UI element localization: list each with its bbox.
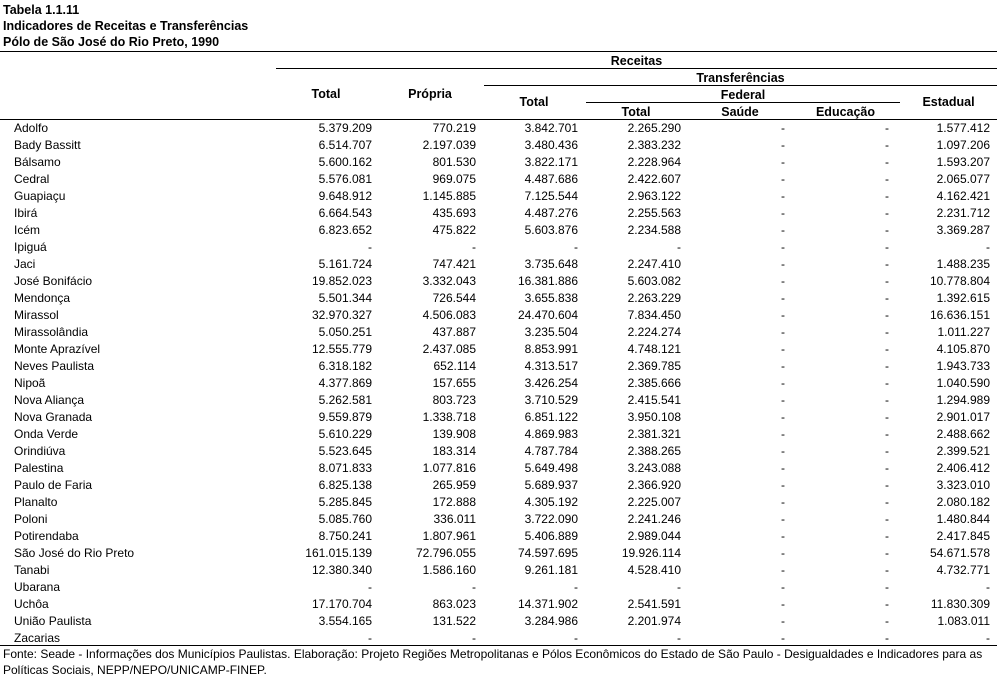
cell-federal-total: 2.385.666 <box>627 376 681 390</box>
cell-federal-total: 2.263.229 <box>627 291 681 305</box>
municipality-name: Poloni <box>14 512 48 526</box>
cell-saude: - <box>781 597 785 611</box>
municipality-name: São José do Rio Preto <box>14 546 135 560</box>
cell-saude: - <box>781 529 785 543</box>
cell-transf-total: 4.487.276 <box>524 206 578 220</box>
header-transferencias: Transferências <box>696 71 785 85</box>
cell-saude: - <box>781 393 785 407</box>
table-row <box>0 154 997 171</box>
cell-propria: 1.586.160 <box>422 563 476 577</box>
table-row <box>0 443 997 460</box>
cell-saude: - <box>781 495 785 509</box>
cell-federal-total: 2.201.974 <box>627 614 681 628</box>
cell-transf-total: - <box>574 631 578 645</box>
municipality-name: Tanabi <box>14 563 50 577</box>
cell-total: 6.664.543 <box>318 206 372 220</box>
table-row <box>0 256 997 273</box>
cell-saude: - <box>781 359 785 373</box>
cell-educacao: - <box>885 512 889 526</box>
cell-transf-total: 4.305.192 <box>524 495 578 509</box>
table-row <box>0 596 997 613</box>
cell-total: 5.501.344 <box>318 291 372 305</box>
municipality-name: Bady Bassitt <box>14 138 81 152</box>
cell-estadual: 1.097.206 <box>936 138 990 152</box>
table-row <box>0 239 997 256</box>
table-row <box>0 460 997 477</box>
cell-propria: 265.959 <box>432 478 476 492</box>
municipality-name: Icém <box>14 223 41 237</box>
header-total: Total <box>311 87 341 101</box>
cell-total: 5.379.209 <box>318 121 372 135</box>
municipality-name: Neves Paulista <box>14 359 95 373</box>
cell-propria: 747.421 <box>432 257 476 271</box>
cell-estadual: 3.323.010 <box>936 478 990 492</box>
cell-federal-total: 3.950.108 <box>627 410 681 424</box>
cell-saude: - <box>781 138 785 152</box>
cell-federal-total: 2.541.591 <box>627 597 681 611</box>
cell-educacao: - <box>885 325 889 339</box>
cell-educacao: - <box>885 308 889 322</box>
cell-saude: - <box>781 172 785 186</box>
municipality-name: Monte Aprazível <box>14 342 101 356</box>
cell-educacao: - <box>885 393 889 407</box>
cell-transf-total: 7.125.544 <box>524 189 578 203</box>
cell-estadual: 2.080.182 <box>936 495 990 509</box>
cell-propria: 803.723 <box>432 393 476 407</box>
table-row <box>0 562 997 579</box>
cell-total: 5.161.724 <box>318 257 372 271</box>
table-row <box>0 579 997 596</box>
municipality-name: Mendonça <box>14 291 71 305</box>
table-row <box>0 392 997 409</box>
municipality-name: José Bonifácio <box>14 274 93 288</box>
cell-federal-total: 2.225.007 <box>627 495 681 509</box>
table-subtitle: Pólo de São José do Rio Preto, 1990 <box>3 35 220 49</box>
cell-propria: 139.908 <box>432 427 476 441</box>
cell-educacao: - <box>885 172 889 186</box>
cell-total: 9.648.912 <box>318 189 372 203</box>
cell-educacao: - <box>885 614 889 628</box>
table-row <box>0 511 997 528</box>
cell-saude: - <box>781 461 785 475</box>
cell-educacao: - <box>885 427 889 441</box>
cell-transf-total: 3.722.090 <box>524 512 578 526</box>
cell-educacao: - <box>885 580 889 594</box>
cell-propria: 172.888 <box>432 495 476 509</box>
cell-transf-total: 9.261.181 <box>524 563 578 577</box>
municipality-name: Zacarias <box>14 631 61 645</box>
cell-saude: - <box>781 631 785 645</box>
cell-transf-total: 4.487.686 <box>524 172 578 186</box>
cell-federal-total: 2.381.321 <box>627 427 681 441</box>
cell-federal-total: 2.415.541 <box>627 393 681 407</box>
cell-saude: - <box>781 546 785 560</box>
cell-estadual: 1.480.844 <box>936 512 990 526</box>
cell-saude: - <box>781 206 785 220</box>
municipality-name: Nipoã <box>14 376 46 390</box>
cell-federal-total: 2.247.410 <box>627 257 681 271</box>
cell-estadual: - <box>986 580 990 594</box>
cell-educacao: - <box>885 444 889 458</box>
cell-estadual: 1.593.207 <box>936 155 990 169</box>
cell-educacao: - <box>885 155 889 169</box>
municipality-name: Potirendaba <box>14 529 79 543</box>
table-row <box>0 528 997 545</box>
cell-total: 6.318.182 <box>318 359 372 373</box>
cell-federal-total: 2.963.122 <box>627 189 681 203</box>
cell-saude: - <box>781 512 785 526</box>
cell-educacao: - <box>885 342 889 356</box>
cell-federal-total: 2.241.246 <box>627 512 681 526</box>
cell-saude: - <box>781 580 785 594</box>
table-row <box>0 375 997 392</box>
cell-saude: - <box>781 376 785 390</box>
cell-transf-total: - <box>574 580 578 594</box>
table-row <box>0 324 997 341</box>
cell-federal-total: 4.748.121 <box>627 342 681 356</box>
cell-saude: - <box>781 240 785 254</box>
cell-saude: - <box>781 291 785 305</box>
cell-educacao: - <box>885 563 889 577</box>
cell-transf-total: 3.822.171 <box>524 155 578 169</box>
cell-propria: 437.887 <box>432 325 476 339</box>
cell-total: 5.600.162 <box>318 155 372 169</box>
cell-total: 8.071.833 <box>318 461 372 475</box>
cell-estadual: - <box>986 240 990 254</box>
cell-transf-total: 24.470.604 <box>517 308 578 322</box>
cell-federal-total: 2.383.232 <box>627 138 681 152</box>
cell-educacao: - <box>885 376 889 390</box>
municipality-name: Mirassolândia <box>14 325 89 339</box>
cell-transf-total: 3.842.701 <box>524 121 578 135</box>
municipality-name: Cedral <box>14 172 50 186</box>
cell-estadual: 4.162.421 <box>936 189 990 203</box>
table-row <box>0 358 997 375</box>
cell-propria: 435.693 <box>432 206 476 220</box>
cell-total: 3.554.165 <box>318 614 372 628</box>
header-estadual: Estadual <box>922 95 975 109</box>
cell-federal-total: 2.388.265 <box>627 444 681 458</box>
cell-educacao: - <box>885 546 889 560</box>
cell-transf-total: - <box>574 240 578 254</box>
cell-educacao: - <box>885 410 889 424</box>
cell-saude: - <box>781 410 785 424</box>
cell-estadual: 1.294.989 <box>936 393 990 407</box>
cell-total: - <box>368 631 372 645</box>
cell-total: 5.050.251 <box>318 325 372 339</box>
cell-estadual: 2.901.017 <box>936 410 990 424</box>
municipality-name: União Paulista <box>14 614 92 628</box>
cell-educacao: - <box>885 597 889 611</box>
cell-total: 12.380.340 <box>311 563 372 577</box>
cell-educacao: - <box>885 121 889 135</box>
municipality-name: Bálsamo <box>14 155 61 169</box>
cell-estadual: 1.011.227 <box>937 325 990 339</box>
cell-estadual: 1.392.615 <box>936 291 990 305</box>
cell-federal-total: 2.228.964 <box>627 155 681 169</box>
cell-transf-total: 5.649.498 <box>524 461 578 475</box>
table-body <box>0 120 997 647</box>
cell-propria: 801.530 <box>432 155 476 169</box>
cell-total: 6.823.652 <box>318 223 372 237</box>
table-row <box>0 307 997 324</box>
table-row <box>0 120 997 137</box>
cell-federal-total: 2.224.274 <box>627 325 681 339</box>
cell-transf-total: 5.603.876 <box>524 223 578 237</box>
cell-educacao: - <box>885 257 889 271</box>
cell-total: 19.852.023 <box>311 274 372 288</box>
cell-total: 161.015.139 <box>305 546 372 560</box>
cell-transf-total: 4.313.517 <box>524 359 578 373</box>
cell-transf-total: 4.869.983 <box>524 427 578 441</box>
cell-federal-total: - <box>677 240 681 254</box>
cell-propria: 131.522 <box>432 614 476 628</box>
cell-total: 32.970.327 <box>311 308 372 322</box>
cell-propria: 770.219 <box>432 121 476 135</box>
table-row <box>0 426 997 443</box>
cell-estadual: 1.577.412 <box>936 121 990 135</box>
cell-estadual: 4.732.771 <box>936 563 990 577</box>
cell-saude: - <box>781 155 785 169</box>
cell-propria: 475.822 <box>432 223 476 237</box>
cell-estadual: 2.417.845 <box>936 529 990 543</box>
cell-estadual: 2.065.077 <box>936 172 990 186</box>
municipality-name: Adolfo <box>14 121 49 135</box>
cell-propria: 1.145.885 <box>422 189 476 203</box>
table-row <box>0 137 997 154</box>
cell-propria: 183.314 <box>432 444 476 458</box>
cell-propria: - <box>472 631 476 645</box>
cell-educacao: - <box>885 478 889 492</box>
cell-saude: - <box>781 342 785 356</box>
transferencias-rule <box>484 85 997 86</box>
cell-transf-total: 4.787.784 <box>524 444 578 458</box>
municipality-name: Uchôa <box>14 597 49 611</box>
cell-propria: 652.114 <box>433 359 476 373</box>
header-federal-total: Total <box>621 105 651 119</box>
cell-total: 5.285.845 <box>318 495 372 509</box>
header-propria: Própria <box>408 87 452 101</box>
cell-propria: 863.023 <box>432 597 476 611</box>
cell-propria: 72.796.055 <box>415 546 476 560</box>
cell-federal-total: 2.366.920 <box>627 478 681 492</box>
cell-transf-total: 16.381.886 <box>517 274 578 288</box>
cell-federal-total: 4.528.410 <box>627 563 681 577</box>
cell-propria: 1.338.718 <box>422 410 476 424</box>
cell-federal-total: 2.369.785 <box>627 359 681 373</box>
cell-total: 5.262.581 <box>318 393 372 407</box>
cell-propria: 726.544 <box>432 291 476 305</box>
cell-educacao: - <box>885 631 889 645</box>
cell-propria: - <box>472 240 476 254</box>
cell-saude: - <box>781 444 785 458</box>
municipality-name: Jaci <box>14 257 36 271</box>
cell-propria: 1.077.816 <box>422 461 476 475</box>
cell-saude: - <box>781 614 785 628</box>
table-title: Indicadores de Receitas e Transferências <box>3 19 249 33</box>
cell-estadual: 1.488.235 <box>936 257 990 271</box>
header-top-rule <box>0 51 997 52</box>
cell-federal-total: 5.603.082 <box>627 274 681 288</box>
cell-federal-total: 2.422.607 <box>627 172 681 186</box>
municipality-name: Mirassol <box>14 308 59 322</box>
cell-federal-total: 19.926.114 <box>621 546 681 560</box>
cell-saude: - <box>781 563 785 577</box>
cell-estadual: 2.488.662 <box>936 427 990 441</box>
cell-educacao: - <box>885 138 889 152</box>
cell-federal-total: 2.255.563 <box>627 206 681 220</box>
cell-estadual: - <box>986 631 990 645</box>
cell-saude: - <box>781 325 785 339</box>
cell-total: 5.523.645 <box>318 444 372 458</box>
cell-propria: 1.807.961 <box>422 529 476 543</box>
source-note: Fonte: Seade - Informações dos Municípios Paulistas. Elaboração: Projeto Regiões Metropolitanas e Pólos Econômicos do Estado de São Paulo - Desigualdades e Indicadores para as Políticas Sociais, NEPP/NEPO/UNICAMP-FINEP. <box>3 647 983 677</box>
cell-federal-total: 2.989.044 <box>627 529 681 543</box>
cell-transf-total: 5.406.889 <box>524 529 578 543</box>
cell-propria: 2.197.039 <box>422 138 476 152</box>
header-educacao: Educação <box>815 105 876 119</box>
cell-estadual: 1.943.733 <box>936 359 990 373</box>
cell-transf-total: 8.853.991 <box>524 342 578 356</box>
cell-educacao: - <box>885 206 889 220</box>
cell-estadual: 2.399.521 <box>936 444 990 458</box>
cell-educacao: - <box>885 223 889 237</box>
table-row <box>0 205 997 222</box>
cell-educacao: - <box>885 240 889 254</box>
cell-propria: 2.437.085 <box>422 342 476 356</box>
cell-estadual: 1.083.011 <box>937 614 990 628</box>
cell-educacao: - <box>885 495 889 509</box>
cell-federal-total: - <box>677 580 681 594</box>
table-row <box>0 290 997 307</box>
cell-saude: - <box>781 223 785 237</box>
municipality-name: Nova Aliança <box>14 393 85 407</box>
cell-estadual: 2.231.712 <box>936 206 990 220</box>
table-row <box>0 494 997 511</box>
municipality-name: Onda Verde <box>14 427 79 441</box>
header-transferencias-total: Total <box>519 95 549 109</box>
cell-propria: 969.075 <box>432 172 476 186</box>
cell-estadual: 3.369.287 <box>936 223 990 237</box>
cell-total: 9.559.879 <box>318 410 372 424</box>
municipality-name: Nova Granada <box>14 410 93 424</box>
cell-federal-total: 2.234.588 <box>627 223 681 237</box>
cell-saude: - <box>781 308 785 322</box>
cell-saude: - <box>781 189 785 203</box>
cell-total: 5.085.760 <box>318 512 372 526</box>
cell-total: 8.750.241 <box>318 529 372 543</box>
header-federal: Federal <box>720 88 766 102</box>
table-row <box>0 477 997 494</box>
cell-estadual: 54.671.578 <box>929 546 990 560</box>
cell-saude: - <box>781 274 785 288</box>
cell-saude: - <box>781 478 785 492</box>
cell-transf-total: 3.710.529 <box>524 393 578 407</box>
cell-total: 4.377.869 <box>318 376 372 390</box>
cell-federal-total: 3.243.088 <box>627 461 681 475</box>
cell-estadual: 16.636.151 <box>929 308 990 322</box>
cell-saude: - <box>781 427 785 441</box>
table-row <box>0 613 997 630</box>
cell-propria: 3.332.043 <box>422 274 476 288</box>
cell-transf-total: 3.426.254 <box>524 376 578 390</box>
cell-total: 5.576.081 <box>318 172 372 186</box>
cell-transf-total: 3.480.436 <box>524 138 578 152</box>
cell-estadual: 11.830.309 <box>930 597 990 611</box>
federal-rule <box>586 102 900 103</box>
cell-total: 6.825.138 <box>318 478 372 492</box>
table-row <box>0 341 997 358</box>
cell-transf-total: 74.597.695 <box>517 546 578 560</box>
cell-saude: - <box>781 257 785 271</box>
cell-total: - <box>368 240 372 254</box>
cell-transf-total: 3.284.986 <box>524 614 578 628</box>
cell-propria: 157.655 <box>432 376 476 390</box>
municipality-name: Ibirá <box>14 206 38 220</box>
municipality-name: Planalto <box>14 495 58 509</box>
cell-estadual: 2.406.412 <box>936 461 990 475</box>
cell-educacao: - <box>885 291 889 305</box>
cell-educacao: - <box>885 189 889 203</box>
municipality-name: Paulo de Faria <box>14 478 93 492</box>
cell-transf-total: 6.851.122 <box>524 410 578 424</box>
cell-total: 6.514.707 <box>318 138 372 152</box>
receitas-rule <box>276 68 997 69</box>
cell-saude: - <box>781 121 785 135</box>
table-row <box>0 409 997 426</box>
cell-transf-total: 3.655.838 <box>524 291 578 305</box>
municipality-name: Palestina <box>14 461 64 475</box>
municipality-name: Guapiaçu <box>14 189 66 203</box>
cell-federal-total: 7.834.450 <box>627 308 681 322</box>
header-receitas: Receitas <box>610 54 663 68</box>
table-row <box>0 188 997 205</box>
cell-educacao: - <box>885 359 889 373</box>
cell-total: 17.170.704 <box>311 597 372 611</box>
cell-transf-total: 14.371.902 <box>517 597 578 611</box>
cell-educacao: - <box>885 461 889 475</box>
municipality-name: Orindiúva <box>14 444 66 458</box>
cell-transf-total: 5.689.937 <box>524 478 578 492</box>
municipality-name: Ubarana <box>14 580 61 594</box>
cell-total: 12.555.779 <box>311 342 372 356</box>
cell-estadual: 4.105.870 <box>936 342 990 356</box>
header-saude: Saúde <box>721 105 759 119</box>
cell-transf-total: 3.235.504 <box>524 325 578 339</box>
cell-federal-total: 2.265.290 <box>627 121 681 135</box>
table-row <box>0 171 997 188</box>
table-row <box>0 545 997 562</box>
cell-total: - <box>368 580 372 594</box>
cell-estadual: 1.040.590 <box>936 376 990 390</box>
table-row <box>0 222 997 239</box>
table-row <box>0 273 997 290</box>
municipality-name: Ipiguá <box>14 240 47 254</box>
cell-propria: 336.011 <box>433 512 476 526</box>
cell-total: 5.610.229 <box>318 427 372 441</box>
cell-estadual: 10.778.804 <box>929 274 990 288</box>
cell-educacao: - <box>885 274 889 288</box>
cell-federal-total: - <box>677 631 681 645</box>
table-number: Tabela 1.1.11 <box>3 3 80 17</box>
cell-propria: - <box>472 580 476 594</box>
cell-propria: 4.506.083 <box>422 308 476 322</box>
cell-educacao: - <box>885 529 889 543</box>
cell-transf-total: 3.735.648 <box>524 257 578 271</box>
